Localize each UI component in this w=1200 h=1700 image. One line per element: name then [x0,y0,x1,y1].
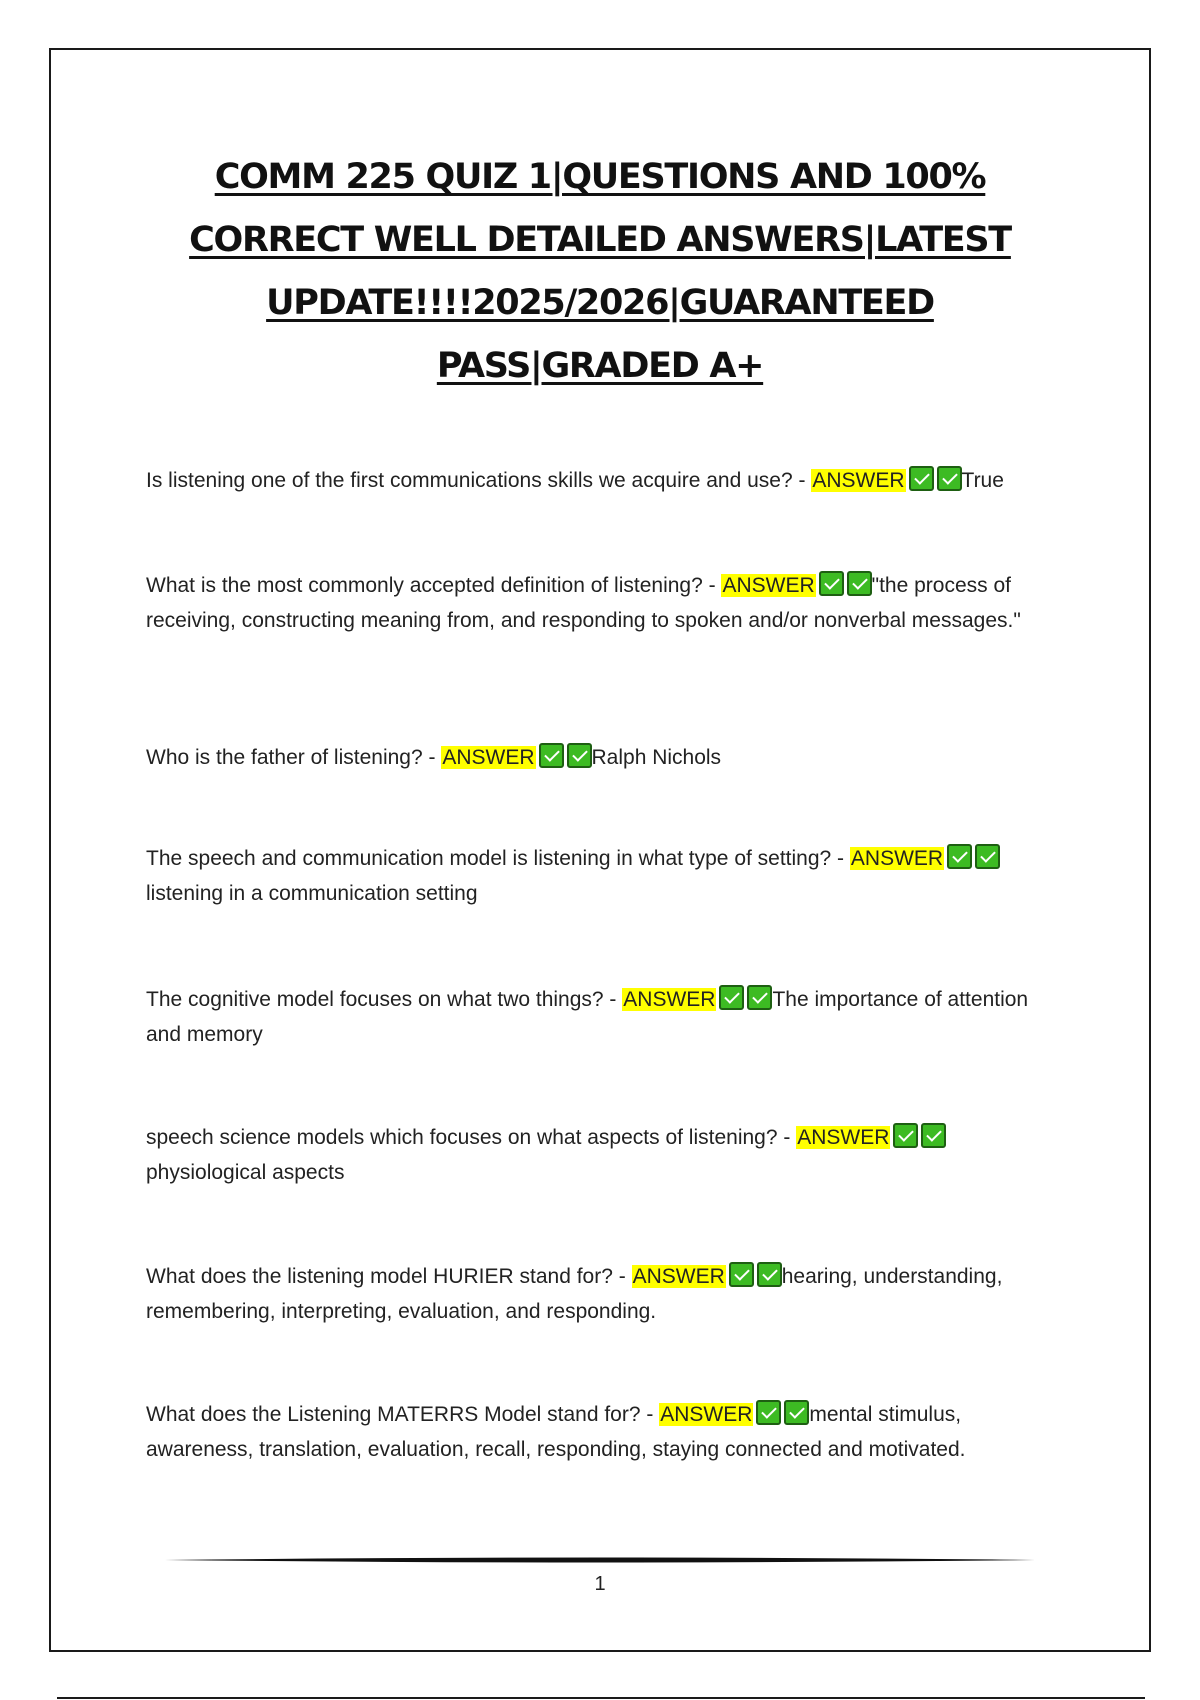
question-text: The speech and communication model is listening in what type of setting? - [146,847,850,870]
footer-divider [165,1557,1035,1563]
answer-label: ANSWER [722,574,815,597]
green-checkmark-icon [747,985,772,1010]
answer-text: physiological aspects [146,1161,345,1184]
title-line: UPDATE!!!!2025/2026|GUARANTEED [266,283,934,323]
answer-text: hearing, understanding, remembering, interpreting, evaluation, and responding. [146,1265,1003,1323]
green-checkmark-icon [757,1262,782,1287]
answer-text: True [961,469,1004,492]
answer-label: ANSWER [623,988,716,1011]
green-checkmark-icon [937,466,962,491]
question-text: speech science models which focuses on what aspects of listening? - [146,1126,797,1149]
qa-item-3 [146,740,1056,775]
answer-label: ANSWER [850,847,944,870]
qa-item-1 [146,463,1056,498]
qa-item-2 [146,568,1056,638]
green-checkmark-icon [567,743,592,768]
green-checkmark-icon [847,571,872,596]
answer-text: The importance of attention and memory [146,988,1029,1046]
question-text: What is the most commonly accepted definition of listening? - [146,574,722,597]
answer-label: ANSWER [812,469,905,492]
title-line: CORRECT WELL DETAILED ANSWERS|LATEST [189,220,1011,260]
green-checkmark-icon [921,1123,946,1148]
qa-item-6 [146,1120,1056,1190]
answer-text: mental stimulus, awareness, translation, evaluation, recall, responding, staying connected and motivated. [146,1403,966,1461]
qa-item-5 [146,982,1056,1052]
question-text: The cognitive model focuses on what two things? - [146,988,623,1011]
green-checkmark-icon [539,743,564,768]
title-line: COMM 225 QUIZ 1|QUESTIONS AND 100% [214,157,986,197]
green-checkmark-icon [729,1262,754,1287]
next-page-edge [57,1697,1145,1699]
answer-text: Ralph Nichols [591,746,722,769]
qa-item-7 [146,1259,1056,1329]
question-text: What does the Listening MATERRS Model stand for? - [146,1403,660,1426]
document-title [120,146,1080,398]
answer-label: ANSWER [632,1265,725,1288]
green-checkmark-icon [756,1400,781,1425]
qa-item-8 [146,1397,1056,1467]
answer-label: ANSWER [442,746,535,769]
answer-label: ANSWER [660,1403,753,1426]
green-checkmark-icon [719,985,744,1010]
question-text: Is listening one of the first communications skills we acquire and use? - [146,469,812,492]
green-checkmark-icon [947,844,972,869]
green-checkmark-icon [893,1123,918,1148]
question-text: Who is the father of listening? - [146,746,442,769]
green-checkmark-icon [975,844,1000,869]
green-checkmark-icon [909,466,934,491]
answer-label: ANSWER [797,1126,890,1149]
title-line: PASS|GRADED A+ [436,346,764,386]
page-number: 1 [594,1573,606,1595]
answer-text: "the process of receiving, constructing meaning from, and responding to spoken and/or nonverbal messages." [146,574,1021,632]
green-checkmark-icon [784,1400,809,1425]
question-text: What does the listening model HURIER stand for? - [146,1265,632,1288]
answer-text: listening in a communication setting [146,882,478,905]
green-checkmark-icon [819,571,844,596]
qa-item-4 [146,841,1056,911]
